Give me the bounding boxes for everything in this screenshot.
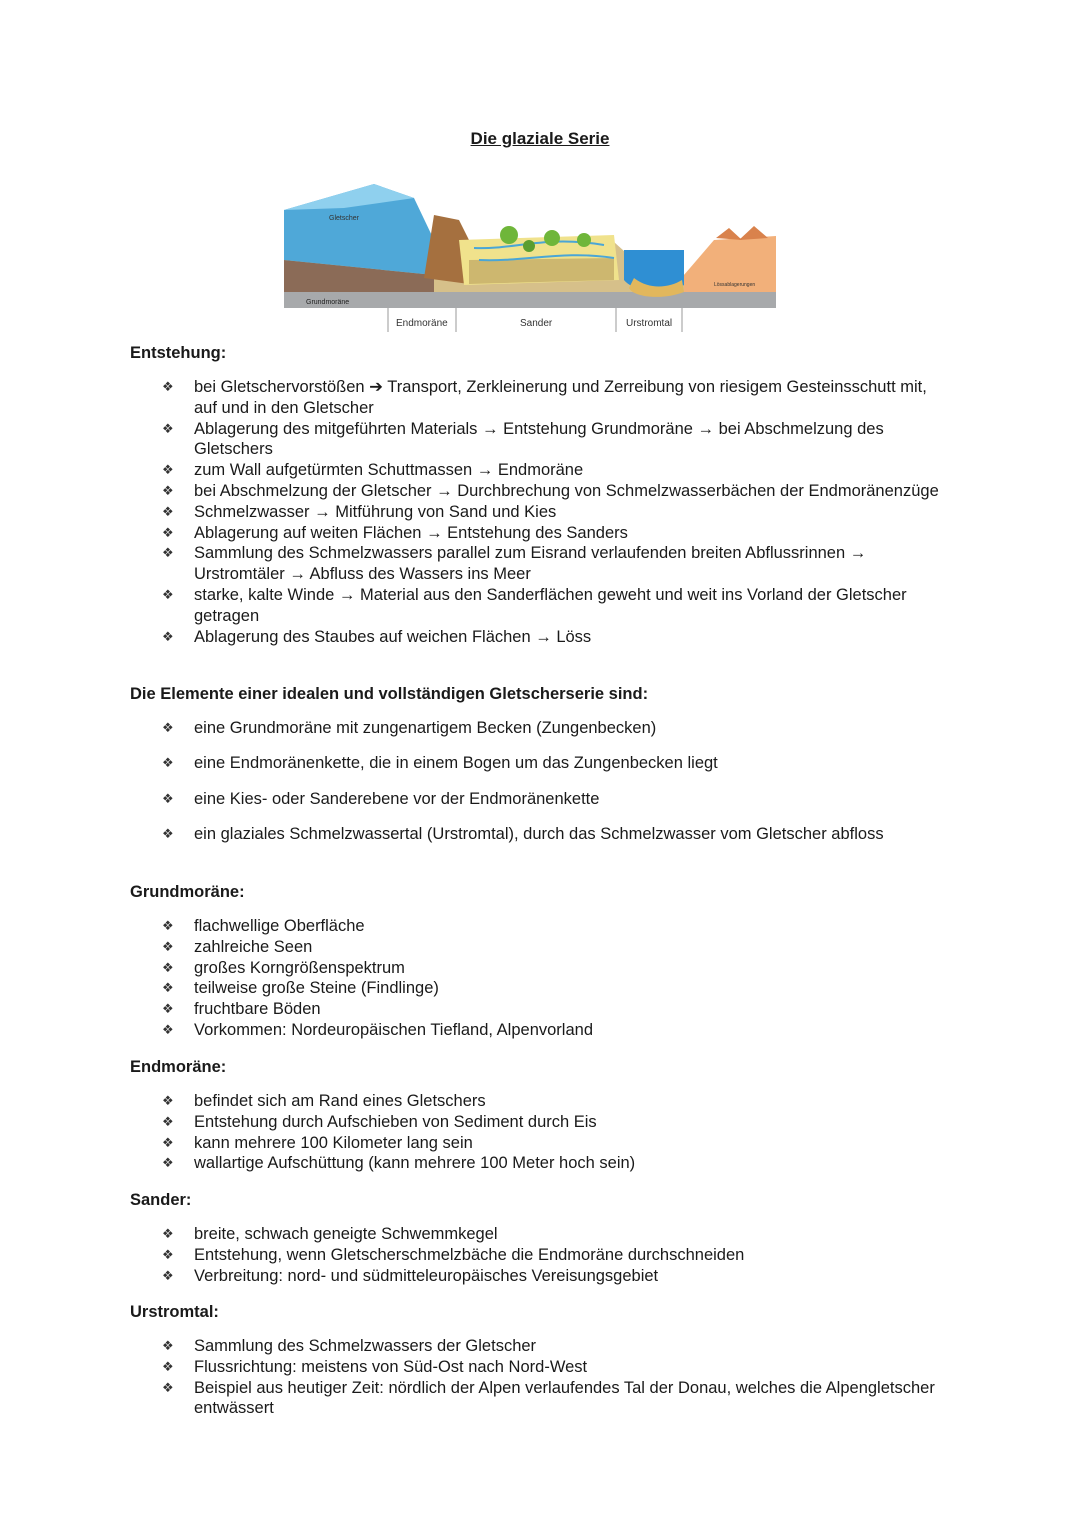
list-item: ❖ teilweise große Steine (Findlinge)	[162, 979, 439, 998]
list-item: ❖ Flussrichtung: meistens von Süd-Ost nach Nord-West	[162, 1357, 588, 1376]
section-heading: Grundmoräne:	[130, 883, 245, 901]
list-item: ❖ zahlreiche Seen	[162, 937, 313, 956]
bullet-icon: ❖	[162, 586, 174, 602]
section-heading: Urstromtal:	[130, 1303, 219, 1321]
list-item: ❖ großes Korngrößenspektrum	[162, 958, 405, 977]
list-item: ❖ Schmelzwasser → Mitführung von Sand und Kies	[162, 502, 557, 521]
list-item: ❖ Entstehung, wenn Gletscherschmelzbäche die Endmoräne durchschneiden	[162, 1245, 745, 1264]
section-grundmoraene	[130, 882, 950, 1041]
label-gletscher: Gletscher	[329, 215, 359, 222]
list-item: ❖ Ablagerung des Staubes auf weichen Flächen → Löss	[162, 627, 592, 646]
bullet-icon: ❖	[162, 1379, 174, 1395]
bullet-icon: ❖	[162, 790, 174, 806]
list-item: ❖ Sammlung des Schmelzwassers parallel zum Eisrand verlaufenden breiten Abflussrinnen → Urstromtäler → Abfluss des Wassers ins Meer	[162, 544, 867, 584]
bullet-icon: ❖	[162, 755, 174, 771]
bullet-icon: ❖	[162, 980, 174, 996]
bullet-icon: ❖	[162, 1226, 174, 1241]
label-sander: Sander	[520, 318, 553, 329]
list-item: ❖ Sammlung des Schmelzwassers der Gletscher	[162, 1337, 537, 1355]
bullet-icon: ❖	[162, 503, 174, 519]
list-item: ❖ flachwellige Oberfläche	[162, 917, 365, 935]
bullet-icon: ❖	[162, 1267, 174, 1283]
list-item: ❖ eine Grundmoräne mit zungenartigem Becken (Zungenbecken)	[162, 719, 657, 737]
list-item: ❖ fruchtbare Böden	[162, 1000, 321, 1019]
list-item: ❖ ein glaziales Schmelzwassertal (Urstromtal), durch das Schmelzwasser vom Gletscher abfloss	[162, 825, 884, 844]
section-heading: Sander:	[130, 1191, 192, 1209]
list-item: ❖ Vorkommen: Nordeuropäischen Tiefland, Alpenvorland	[162, 1020, 593, 1039]
section-heading: Entstehung:	[130, 344, 227, 362]
bullet-icon: ❖	[162, 826, 174, 842]
list-item: ❖ eine Kies- oder Sanderebene vor der Endmoränenkette	[162, 789, 600, 808]
list-item: ❖ eine Endmoränenkette, die in einem Bogen um das Zungenbecken liegt	[162, 754, 718, 773]
bullet-icon: ❖	[162, 720, 174, 735]
label-grundmoraene: Grundmoräne	[306, 299, 350, 306]
section-elemente	[130, 684, 950, 860]
bullet-list	[130, 1091, 950, 1174]
list-item: ❖ Verbreitung: nord- und südmitteleuropäisches Vereisungsgebiet	[162, 1266, 659, 1285]
label-endmoraene: Endmoräne	[396, 318, 448, 329]
label-urstromtal: Urstromtal	[626, 318, 673, 329]
bullet-list	[130, 916, 950, 1041]
bullet-icon: ❖	[162, 545, 174, 561]
bullet-icon: ❖	[162, 918, 174, 933]
section-heading: Endmoräne:	[130, 1058, 227, 1076]
list-item: ❖ bei Gletschervorstößen ➔ Transport, Zerkleinerung und Zerreibung von riesigem Gesteinsschutt mit, auf und in den Gletscher	[162, 378, 927, 417]
glacial-cross-section-illustration	[284, 180, 776, 336]
section-entstehung	[130, 343, 950, 647]
section-endmoraene	[130, 1057, 950, 1174]
list-item: ❖ breite, schwach geneigte Schwemmkegel	[162, 1225, 498, 1243]
list-item: ❖ kann mehrere 100 Kilometer lang sein	[162, 1133, 473, 1152]
label-loess: Lössablagerungen	[714, 282, 756, 288]
list-item: ❖ Ablagerung auf weiten Flächen → Entstehung des Sanders	[162, 523, 628, 542]
bullet-icon: ❖	[162, 1093, 174, 1108]
bullet-icon: ❖	[162, 1001, 174, 1017]
bullet-icon: ❖	[162, 628, 174, 644]
section-sander	[130, 1190, 950, 1286]
bullet-icon: ❖	[162, 482, 174, 498]
bullet-icon: ❖	[162, 1358, 174, 1374]
bullet-icon: ❖	[162, 1338, 174, 1353]
bullet-icon: ❖	[162, 1246, 174, 1262]
section-urstromtal	[130, 1302, 950, 1419]
bullet-list	[130, 718, 950, 845]
list-item: ❖ Entstehung durch Aufschieben von Sediment durch Eis	[162, 1112, 597, 1131]
bullet-list	[130, 1336, 950, 1419]
glacial-series-diagram	[284, 180, 776, 336]
list-item: ❖ Beispiel aus heutiger Zeit: nördlich der Alpen verlaufendes Tal der Donau, welches die Alpengletscher entwässert	[162, 1378, 935, 1418]
bullet-icon: ❖	[162, 420, 174, 436]
bullet-icon: ❖	[162, 379, 174, 394]
list-item: ❖ befindet sich am Rand eines Gletschers	[162, 1092, 486, 1110]
list-item: ❖ bei Abschmelzung der Gletscher → Durchbrechung von Schmelzwasserbächen der Endmoränenzüge	[162, 481, 939, 500]
section-heading: Die Elemente einer idealen und vollständigen Gletscherserie sind:	[130, 685, 649, 703]
bullet-icon: ❖	[162, 524, 174, 540]
bullet-icon: ❖	[162, 462, 174, 478]
bullet-list	[130, 377, 950, 647]
bullet-icon: ❖	[162, 959, 174, 975]
bullet-icon: ❖	[162, 938, 174, 954]
list-item: ❖ wallartige Aufschüttung (kann mehrere 100 Meter hoch sein)	[162, 1154, 636, 1173]
bullet-icon: ❖	[162, 1113, 174, 1129]
bullet-list	[130, 1224, 950, 1286]
list-item: ❖ zum Wall aufgetürmten Schuttmassen → Endmoräne	[162, 461, 584, 480]
list-item: ❖ starke, kalte Winde → Material aus den Sanderflächen geweht und weit ins Vorland der Gletscher getragen	[162, 585, 907, 625]
bullet-icon: ❖	[162, 1021, 174, 1037]
bullet-icon: ❖	[162, 1155, 174, 1171]
list-item: ❖ Ablagerung des mitgeführten Materials → Entstehung Grundmoräne → bei Abschmelzung des Gletschers	[162, 419, 884, 459]
page-title: Die glaziale Serie	[470, 129, 610, 148]
bullet-icon: ❖	[162, 1134, 174, 1150]
